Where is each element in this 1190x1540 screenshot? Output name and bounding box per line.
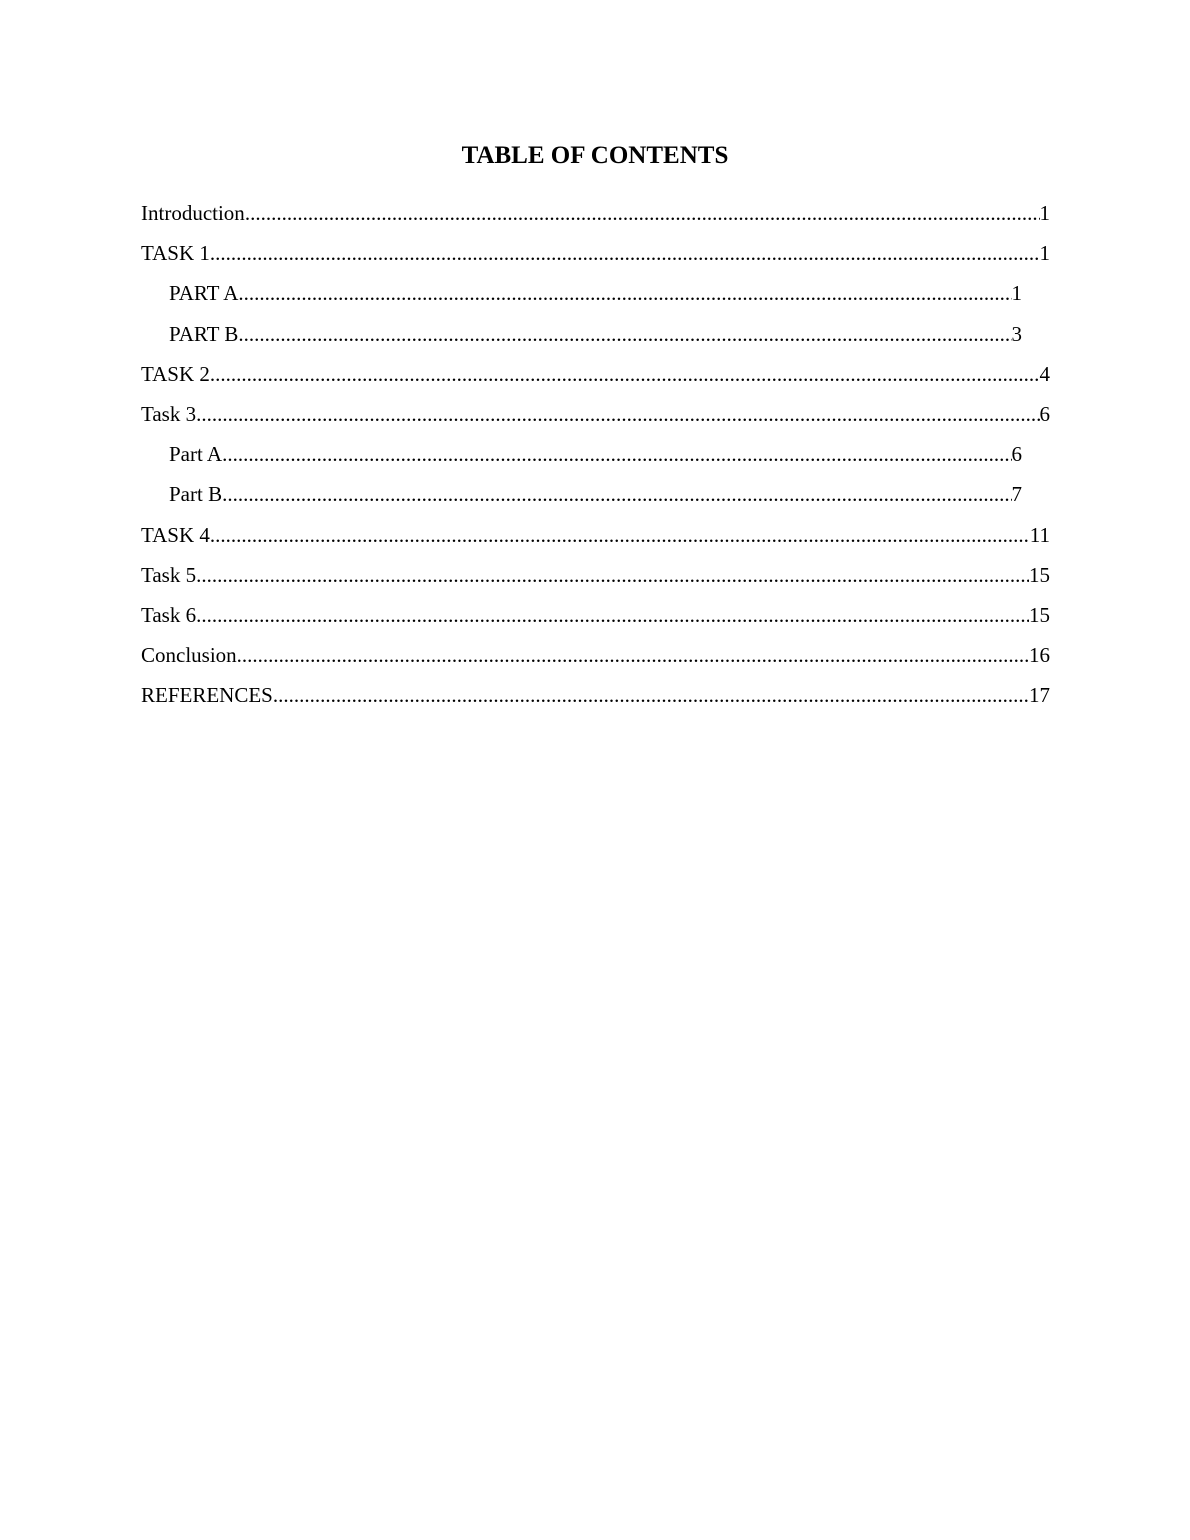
toc-entry-page-number: 1 (1039, 201, 1050, 225)
toc-entry-page-number: 11 (1029, 522, 1050, 547)
dot-leader (238, 273, 1011, 313)
dot-leader (210, 354, 1040, 394)
toc-entry-label: PART A (169, 281, 239, 306)
toc-entry-conclusion[interactable] (141, 635, 1050, 675)
toc-entry-task-1[interactable] (141, 233, 1050, 273)
toc-entry-task-1-part-a[interactable] (141, 273, 1050, 313)
page-title: TABLE OF CONTENTS (461, 142, 729, 169)
toc-entry-label: Conclusion (141, 643, 237, 668)
toc-entry-task-4[interactable] (141, 515, 1050, 555)
dot-leader (196, 394, 1039, 434)
toc-entry-task-2[interactable] (141, 354, 1050, 394)
toc-entry-page-number: 1 (1039, 241, 1050, 266)
toc-entry-page-number: 1 (1011, 281, 1022, 306)
toc-entry-page-number: 15 (1029, 562, 1050, 587)
toc-entry-task-1-part-b[interactable] (141, 314, 1050, 354)
toc-entry-task-3-part-a[interactable] (141, 434, 1050, 474)
dot-leader (245, 193, 1040, 233)
toc-entry-page-number: 6 (1039, 401, 1050, 426)
toc-entry-page-number: 15 (1029, 602, 1050, 627)
toc-entry-label: Task 3 (141, 401, 197, 426)
toc-entry-label: Task 6 (141, 602, 197, 627)
toc-entry-task-6[interactable] (141, 595, 1050, 635)
toc-entry-label: Introduction (141, 201, 245, 225)
toc-entry-page-number: 17 (1029, 683, 1050, 708)
dot-leader (196, 595, 1029, 635)
toc-entry-label: Task 5 (141, 562, 197, 587)
toc-entry-label: REFERENCES (141, 683, 273, 708)
toc-entry-label: TASK 1 (141, 241, 210, 266)
dot-leader (222, 434, 1011, 474)
toc-entry-task-3[interactable] (141, 394, 1050, 434)
toc-list (141, 193, 1050, 715)
dot-leader (210, 515, 1030, 555)
toc-entry-label: TASK 4 (141, 522, 210, 547)
toc-entry-label: TASK 2 (141, 361, 210, 386)
toc-entry-page-number: 6 (1011, 442, 1022, 467)
toc-entry-page-number: 4 (1039, 361, 1050, 386)
dot-leader (237, 635, 1029, 675)
dot-leader (222, 474, 1011, 514)
toc-entry-label: Part A (169, 442, 223, 467)
toc-entry-task-5[interactable] (141, 555, 1050, 595)
toc-entry-page-number: 7 (1011, 482, 1022, 507)
dot-leader (238, 314, 1011, 354)
toc-entry-page-number: 3 (1011, 321, 1022, 346)
toc-entry-page-number: 16 (1029, 643, 1050, 668)
toc-entry-task-3-part-b[interactable] (141, 474, 1050, 514)
dot-leader (196, 555, 1029, 595)
toc-entry-introduction[interactable] (141, 193, 1050, 233)
toc-entry-references[interactable] (141, 675, 1050, 715)
dot-leader (210, 233, 1040, 273)
toc-entry-label: PART B (169, 321, 239, 346)
dot-leader (273, 675, 1029, 715)
toc-entry-label: Part B (169, 482, 223, 507)
